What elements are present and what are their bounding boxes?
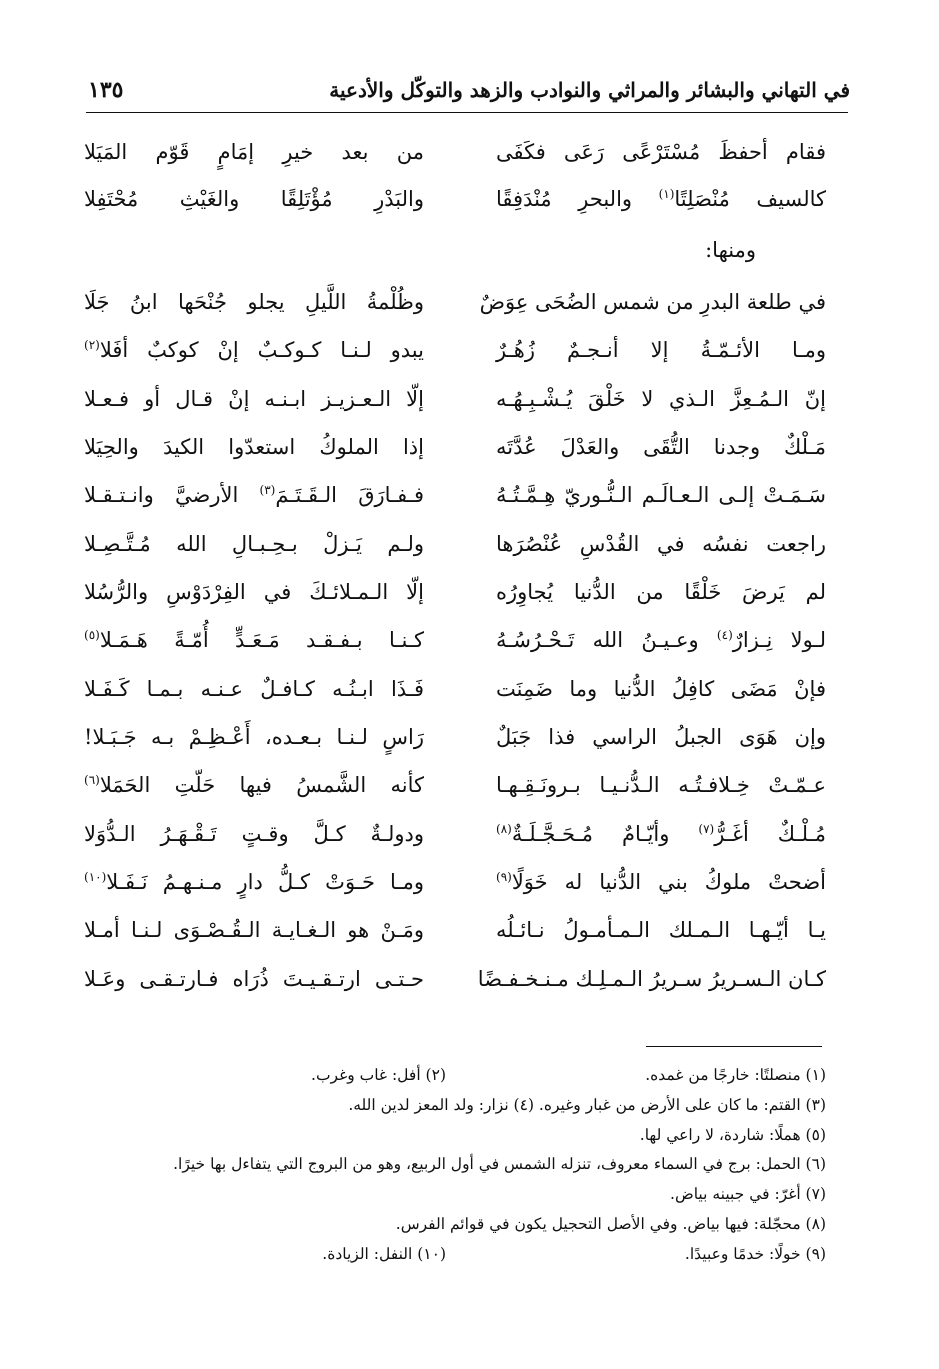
- first-hemistich: لـولا نِـزارٌ$^{(٤)}$ وعـيـنُ الله تَـحْـرُسُـهُ: [496, 628, 826, 652]
- page-number: ١٣٥: [88, 77, 124, 103]
- first-hemistich: فقام أحفظَ مُسْتَرْعًى رَعَى فكَفَى: [496, 140, 826, 164]
- first-hemistich: مُـلْـكٌ أغَـرُّ$^{(٧)}$ وأيّـامٌ مُـحَـجَّـلَـةٌ$^{(٨)}$: [496, 822, 827, 846]
- verse-line: [70, 763, 850, 807]
- second-hemistich: إلّا الـعـزيـز ابـنـه إنْ قـال أو فـعـلا: [84, 387, 424, 411]
- verse-line: [70, 957, 850, 1001]
- first-hemistich: وإن هَوَى الجبلُ الراسي فذا جَبَلٌ: [496, 725, 826, 749]
- second-hemistich: والبَدْرِ مُؤْتَلِقًا والغَيْثِ مُحْتَفِلا: [84, 187, 424, 211]
- section-label: ومنها:: [705, 238, 756, 262]
- footnotes: [110, 1060, 826, 1269]
- second-hemistich: حـتـى ارتـقـيـتَ ذُرَاه فـارتـقـى وعَـلا: [84, 967, 424, 991]
- second-hemistich: فـفـارَقَ الـقَـتَـمَ$^{(٣)}$ الأرضيَّ وانـتـقـلا: [84, 483, 424, 507]
- second-hemistich: ومَـنْ هو الـغـايـة الـقُـصْـوَى لـنـا أمـلا: [84, 918, 424, 942]
- second-hemistich: يبدو لـنـا كـوكـبٌ إنْ كوكبٌ أفَلا$^{(٢)}$: [84, 338, 424, 362]
- footnote-10: (١٠) النفل: الزيادة.: [322, 1245, 446, 1263]
- second-hemistich: ودولـةٌ كـلَّ وقـتٍ تَـقْـهَـرُ الـدُّوَلا: [84, 822, 424, 846]
- footnote-marker: (٥): [84, 628, 100, 642]
- footnote-9: (٩) خولًا: خدمًا وعبيدًا.: [684, 1245, 826, 1263]
- first-hemistich: سَـمَـتْ إلـى الـعـالَـم الـنُّـوريّ هِـمَّـتُـهُ: [496, 483, 826, 507]
- footnote-marker: (٩): [496, 870, 512, 884]
- verse-line: [70, 280, 850, 324]
- first-hemistich: مَـلْكٌ وجدنا التُّقَى والعَدْلَ عُدَّتَه: [496, 435, 826, 459]
- footnote-marker: (١): [658, 187, 675, 201]
- verse-line: [70, 812, 850, 856]
- first-hemistich: لم يَرضَ خَلْقًا من الدُّنيا يُجاوِرُه: [496, 580, 826, 604]
- footnote-marker: (٢): [84, 338, 100, 352]
- first-hemistich: ومـا الأئـمّـةُ إلا أنـجـمٌ زُهُـرٌ: [496, 338, 826, 362]
- footnote-marker: (٦): [84, 773, 100, 787]
- footnote-3-4: (٣) القتم: ما كان على الأرض من غبار وغيره. (٤) نزار: ولد المعز لدين الله.: [348, 1096, 826, 1114]
- footnote-marker: (٧): [698, 822, 715, 836]
- verse-line: [70, 667, 850, 711]
- second-hemistich: إلّا الـمـلائـكَ في الفِرْدَوْسِ والرُّسُلا: [84, 580, 424, 604]
- first-hemistich: فإنْ مَضَى كافِلُ الدُّنيا وما ضَمِنَت: [496, 677, 826, 701]
- first-hemistich: عـمّـتْ خِـلافـتُـه الـدُّنـيـا بـرونَـقِـهـا: [496, 773, 826, 797]
- verse-line: [70, 570, 850, 614]
- first-hemistich: كـان الـسـريرُ سـريرُ الـمـلِـك مـنـخـفـضًا: [477, 967, 826, 991]
- running-title: في التهاني والبشائر والمراثي والنوادب والزهد والتوكّل والأدعية: [329, 78, 850, 102]
- verse-line: [70, 377, 850, 421]
- verse-line: [70, 328, 850, 372]
- verse-line: [70, 908, 850, 952]
- second-hemistich: من بعد خيرِ إمَامٍ قَوّم المَيَلا: [84, 140, 424, 164]
- verse-line: [70, 860, 850, 904]
- verse-line: [70, 425, 850, 469]
- footnote-1: (١) منصلتًا: خارجًا من غمده.: [645, 1066, 826, 1084]
- footnote-line: [110, 1060, 826, 1090]
- verse-line: [70, 130, 850, 174]
- first-hemistich: أضحتْ ملوكُ بني الدُّنيا له خَوَلًا$^{(٩)}$: [496, 870, 826, 894]
- second-hemistich: ومـا حَـوَتْ كـلُّ دارٍ مـنـهـمُ نَـفَـلا$^{(١٠)}$: [84, 870, 424, 894]
- footnote-7: (٧) أغرّ: في جبينه بياض.: [670, 1185, 826, 1203]
- footnote-line: [110, 1239, 826, 1269]
- footnote-marker: (١٠): [84, 870, 107, 884]
- second-hemistich: ولـم يَـزلْ بـحِـبـالِ الله مُـتَّـصِـلا: [84, 532, 424, 556]
- first-hemistich: إنّ الـمُـعِزَّ الـذي لا خَلْقَ يُـشْـبِـهُـه: [496, 387, 826, 411]
- header-rule: [86, 112, 848, 113]
- footnote-8: (٨) محجّلة: فيها بياض. وفي الأصل التحجيل يكون في قوائم الفرس.: [395, 1215, 826, 1233]
- first-hemistich: كالسيف مُنْصَلِتًا$^{(١)}$ والبحرِ مُنْدَفِقًا: [496, 187, 826, 211]
- first-hemistich: راجعت نفسُه في القُدْسِ عُنْصُرَها: [496, 532, 826, 556]
- footnote-5: (٥) هملًا: شاردة، لا راعي لها.: [639, 1126, 826, 1144]
- first-hemistich: في طلعة البدرِ من شمس الضُحَى عِوَضٌ: [479, 290, 826, 314]
- second-hemistich: إذا الملوكُ استعدّوا الكيدَ والحِيَلا: [84, 435, 424, 459]
- second-hemistich: كأنه الشَّمسُ فيها حَلّتِ الحَمَلا$^{(٦)}$: [84, 773, 424, 797]
- second-hemistich: رَاسٍ لـنـا بـعـده، أَعْـظِـمْ بـه جَـبَـلا!: [84, 725, 424, 749]
- first-hemistich: يـا أيّـهـا الـمـلك الـمـأمـولُ نـائـلُه: [496, 918, 826, 942]
- footnote-6: (٦) الحمل: برج في السماء معروف، تنزله الشمس في أول الربيع، وهو من البروج التي يتفاءل بها خيرًا.: [173, 1155, 826, 1173]
- verse-line: [70, 715, 850, 759]
- second-hemistich: كـنـا بـفـقـد مَـعَـدٍّ أُمّـةً هَـمَـلا$^{(٥)}$: [84, 628, 424, 652]
- second-hemistich: فَـذَا ابـنُـه كـافـلٌ عـنـه بـمـا كَـفَـلا: [84, 677, 424, 701]
- footnote-rule: [646, 1046, 822, 1047]
- footnote-marker: (٨): [496, 822, 512, 836]
- verse-line: [70, 618, 850, 662]
- verse-line: [70, 522, 850, 566]
- second-hemistich: وظُلْمةُ اللَّيلِ يجلو جُنْحَها ابنُ جَلَا: [84, 290, 424, 314]
- footnote-marker: (٤): [716, 628, 733, 642]
- verse-line: [70, 473, 850, 517]
- verse-line: [70, 177, 850, 221]
- page-header: [88, 74, 850, 106]
- footnote-2: (٢) أفل: غاب وغرب.: [311, 1066, 446, 1084]
- footnote-marker: (٣): [259, 483, 276, 497]
